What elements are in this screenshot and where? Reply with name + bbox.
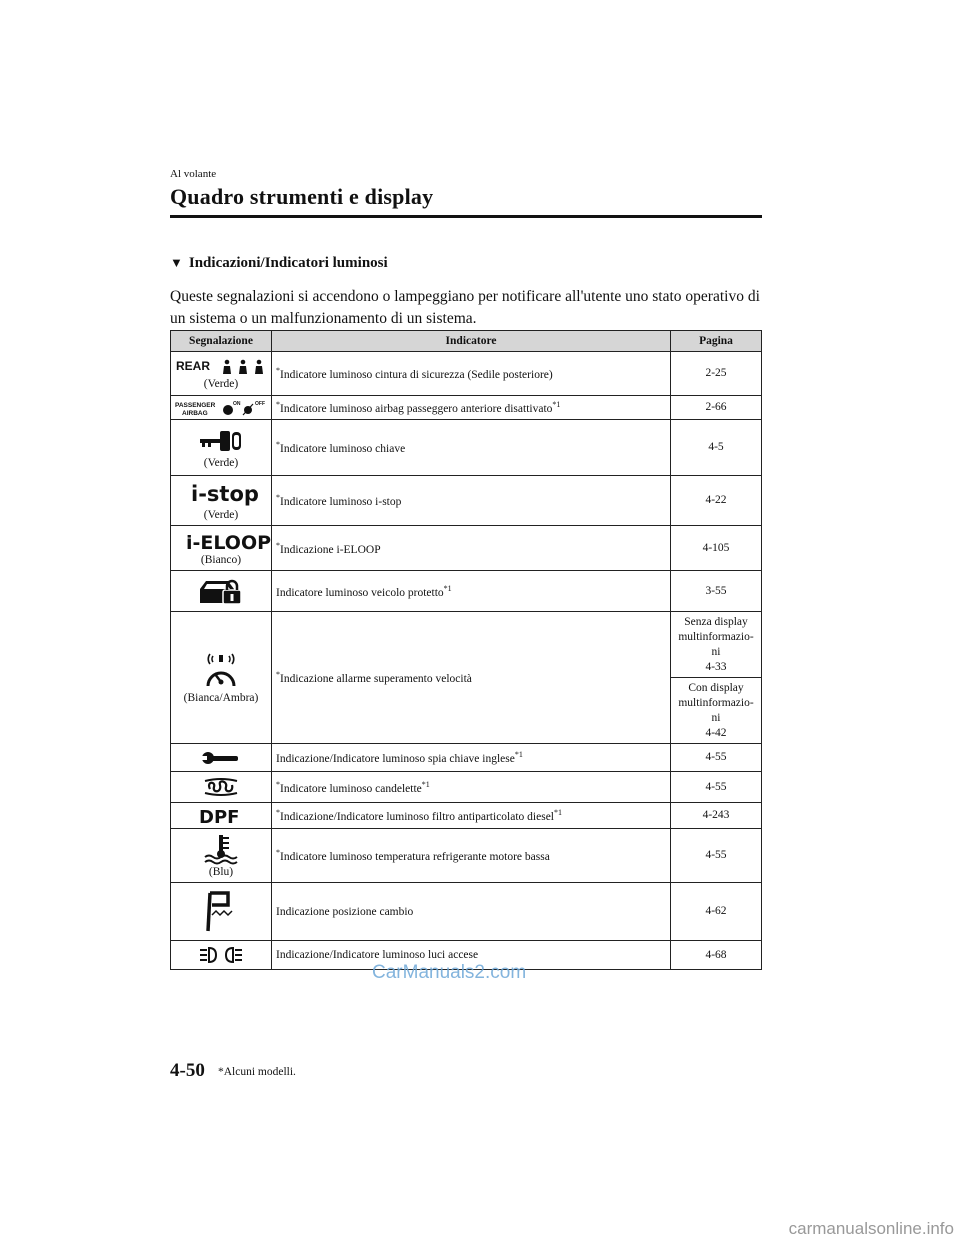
table-row <box>171 744 762 772</box>
indicator-cell <box>272 803 671 829</box>
page-cell: 2-66 <box>671 396 762 420</box>
indicator-cell <box>272 396 671 420</box>
page-number: 4-42 <box>705 726 727 739</box>
page-cell <box>671 612 762 678</box>
indicator-text: Indicatore luminoso i-stop <box>280 495 402 508</box>
table-row <box>171 476 762 526</box>
signal-cell <box>171 571 272 612</box>
indicator-text: Indicatore luminoso candelette <box>280 782 422 795</box>
signal-cell <box>171 744 272 772</box>
footnote-mark: *1 <box>554 808 562 818</box>
footnote-mark: *1 <box>552 400 561 410</box>
table-row <box>171 396 762 420</box>
signal-cell <box>171 772 272 803</box>
header-indicatore: Indicatore <box>272 331 671 352</box>
page-cell: 4-55 <box>671 772 762 803</box>
page-number-footer: 4-50 <box>170 1060 205 1081</box>
page-cell: 4-68 <box>671 941 762 970</box>
color-label: (Verde) <box>203 456 239 469</box>
indicator-cell <box>272 772 671 803</box>
page-cell: 4-105 <box>671 526 762 571</box>
footnote-mark: *1 <box>443 583 452 593</box>
svg-text:i-stop: i-stop <box>191 481 259 506</box>
star-mark: * <box>276 440 280 450</box>
indicator-text: Indicatore luminoso airbag passeggero anteriore disattivato <box>280 402 553 415</box>
page-cell: 4-5 <box>671 420 762 476</box>
table-header-row <box>171 331 762 352</box>
signal-cell <box>171 526 272 571</box>
subheading <box>170 255 388 272</box>
page-cell: 4-62 <box>671 883 762 941</box>
svg-text:REAR: REAR <box>176 358 211 373</box>
svg-text:AIRBAG: AIRBAG <box>182 409 208 417</box>
signal-cell <box>171 883 272 941</box>
page-note-line: ni <box>711 645 721 658</box>
color-label: (Verde) <box>203 508 239 521</box>
signal-cell <box>171 941 272 970</box>
page-cell: 4-22 <box>671 476 762 526</box>
i-stop-icon <box>191 481 259 507</box>
table-row <box>171 803 762 829</box>
page-cell <box>671 678 762 744</box>
indicator-cell <box>272 476 671 526</box>
page-cell: 4-243 <box>671 803 762 829</box>
signal-cell <box>171 803 272 829</box>
color-label: (Bianco) <box>200 554 242 566</box>
page-cell: 3-55 <box>671 571 762 612</box>
key-icon <box>198 427 244 455</box>
table-row <box>171 829 762 883</box>
star-mark: * <box>276 493 280 503</box>
indicator-text: Indicazione posizione cambio <box>276 905 414 918</box>
signal-cell <box>171 829 272 883</box>
star-mark: * <box>276 366 280 376</box>
triangle-down-icon: ▼ <box>170 255 183 270</box>
indicator-text: Indicatore luminoso veicolo protetto <box>276 586 444 599</box>
page-cell: 4-55 <box>671 744 762 772</box>
page-number: 4-33 <box>705 660 727 673</box>
title-divider <box>170 215 762 218</box>
indicator-text: Indicatore luminoso cintura di sicurezza (Sedile posteriore) <box>280 368 553 381</box>
signal-cell <box>171 352 272 396</box>
page-title: Quadro strumenti e display <box>170 184 434 209</box>
indicator-text: Indicazione allarme superamento velocità <box>280 672 472 685</box>
dpf-icon <box>199 806 243 828</box>
intro-paragraph: Queste segnalazioni si accendono o lampeggiano per notificare all'utente uno stato operativo di un sistema o un malfunzionamento di un sistema. <box>170 288 760 327</box>
star-mark: * <box>276 670 280 680</box>
table-row <box>171 352 762 396</box>
table-row <box>171 612 762 678</box>
indicator-cell <box>272 352 671 396</box>
signal-cell <box>171 396 272 420</box>
indicator-cell <box>272 420 671 476</box>
glow-plug-icon <box>201 777 241 797</box>
star-mark: * <box>276 779 280 789</box>
indicator-cell <box>272 526 671 571</box>
indicator-cell <box>272 744 671 772</box>
indicator-text: Indicazione/Indicatore luminoso filtro antiparticolato diesel <box>280 810 554 823</box>
site-credit: carmanualsonline.info <box>788 1219 954 1238</box>
indicator-text: Indicatore luminoso temperatura refrigerante motore bassa <box>280 850 550 863</box>
header-pagina: Pagina <box>671 331 762 352</box>
speed-alarm-icon <box>204 652 238 690</box>
table-row <box>171 883 762 941</box>
i-eloop-icon <box>186 530 272 554</box>
indicator-table <box>170 330 762 970</box>
passenger-airbag-off-icon <box>175 399 267 417</box>
wrench-icon <box>201 751 241 765</box>
svg-text:OFF: OFF <box>255 400 265 407</box>
table-row <box>171 571 762 612</box>
section-label: Al volante <box>170 168 217 180</box>
indicator-cell <box>272 571 671 612</box>
footnote-text: *Alcuni modelli. <box>218 1066 296 1078</box>
subheading-text: Indicazioni/Indicatori luminosi <box>188 255 388 271</box>
footnote-mark: *1 <box>514 750 523 760</box>
star-mark: * <box>276 848 280 858</box>
page-note-line: multinformazio- <box>678 696 754 709</box>
svg-text:i-ELOOP: i-ELOOP <box>186 532 272 554</box>
signal-cell <box>171 612 272 744</box>
watermark: CarManuals2.com <box>372 962 527 983</box>
signal-cell <box>171 420 272 476</box>
page-note-line: multinformazio- <box>678 630 754 643</box>
shift-position-icon <box>204 891 238 933</box>
indicator-text: Indicazione i-ELOOP <box>280 543 381 556</box>
table-row <box>171 526 762 571</box>
indicator-text: Indicazione/Indicatore luminoso spia chiave inglese <box>276 752 515 765</box>
star-mark: * <box>276 400 280 410</box>
color-label: (Blu) <box>208 865 234 878</box>
svg-text:PASSENGER: PASSENGER <box>175 401 216 409</box>
page-note-line: Senza display <box>684 615 748 628</box>
signal-cell <box>171 476 272 526</box>
color-label: (Bianca/Ambra) <box>183 691 259 704</box>
indicator-cell <box>272 612 671 744</box>
page-cell: 2-25 <box>671 352 762 396</box>
svg-text:DPF: DPF <box>199 806 240 828</box>
star-mark: * <box>276 540 280 550</box>
table-row <box>171 420 762 476</box>
footnote-mark: *1 <box>421 779 430 789</box>
indicator-cell <box>272 829 671 883</box>
table-row <box>171 772 762 803</box>
indicator-text: Indicazione/Indicatore luminoso luci accese <box>276 949 479 961</box>
page-cell: 4-55 <box>671 829 762 883</box>
svg-text:ON: ON <box>233 400 241 407</box>
color-label: (Verde) <box>203 377 239 390</box>
lights-on-icon <box>199 946 243 964</box>
rear-seatbelt-icon <box>176 358 266 376</box>
indicator-text: Indicatore luminoso chiave <box>280 442 406 455</box>
header-segnalazione: Segnalazione <box>171 331 272 352</box>
indicator-cell <box>272 883 671 941</box>
star-mark: * <box>276 808 280 818</box>
low-coolant-temp-icon <box>204 834 238 864</box>
page-note-line: ni <box>711 711 721 724</box>
page-note-line: Con display <box>688 681 744 694</box>
security-icon <box>198 577 244 605</box>
